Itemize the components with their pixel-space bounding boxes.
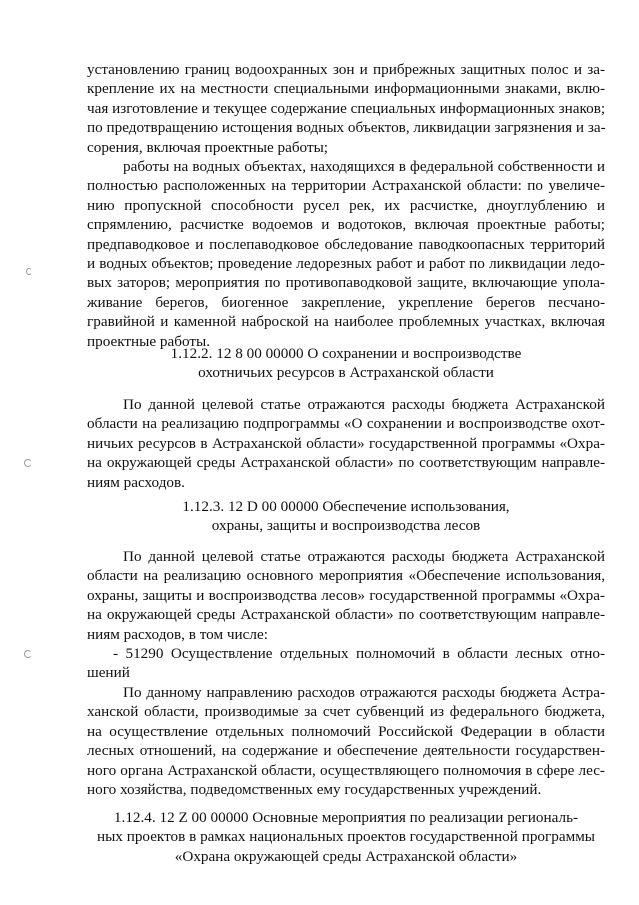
text-line: ного хозяйства, подведомственных ему государственных учреждений. [87, 780, 542, 798]
text-line: По данной целевой статье отражаются расходы бюджета Астраханской [123, 548, 605, 565]
text-line: лесных отношений, на содержание и обеспечение деятельности государствен- [87, 742, 605, 760]
paragraph-subventions [87, 683, 605, 799]
paragraph-water-protection-zones [87, 60, 605, 157]
text-line: вых заторов; мероприятия по противопаводковой защите, включающие упола- [87, 274, 605, 292]
text-line: области на реализацию основного мероприятия «Обеспечение использования, [87, 567, 605, 585]
text-line: предпаводковое и послепаводковое обследование паводкоопасных территорий [87, 235, 605, 253]
scan-mark [26, 268, 32, 275]
text-line: охраны, защиты и воспроизводства лесов» государственной программы «Охра- [87, 586, 605, 604]
section-heading-1-12-4 [87, 808, 605, 866]
text-line: ханской области, производимые за счет субвенций из федерального бюджета, [87, 703, 605, 721]
text-line: шений [87, 664, 130, 682]
text-line: по предотвращению истощения водных объектов, ликвидации загрязнения и за- [87, 119, 606, 137]
text-line: работы на водных объектах, находящихся в федеральной собственности и [123, 158, 605, 175]
text-line: нию пропускной способности русел рек, их расчистке, дноуглублению и [87, 196, 605, 214]
scan-mark [24, 650, 32, 658]
paragraph-hunting-resources [87, 395, 605, 492]
text-line: По данному направлению расходов отражаются расходы бюджета Астра- [123, 684, 605, 701]
text-line: живание берегов, биогенное закрепление, укрепление берегов песчано- [87, 293, 605, 311]
text-line: крепление их на местности специальными информационными знаками, вклю- [87, 80, 605, 98]
section-heading-1-12-3 [87, 497, 605, 536]
text-line: По данной целевой статье отражаются расходы бюджета Астраханской [123, 396, 605, 413]
list-item: - 51290 Осуществление отдельных полномочий в области лесных отно- [113, 644, 605, 662]
paragraph-federal-water-works [87, 157, 605, 351]
text-line: чая изготовление и текущее содержание специальных информационных знаков; [87, 99, 606, 117]
heading-line: 1.12.2. 12 8 00 00000 О сохранении и воспроизводстве [170, 345, 522, 362]
text-line: спрямлению, расчистке водоемов и водотоков, включая проектные работы; [87, 216, 605, 234]
heading-line: 1.12.4. 12 Z 00 00000 Основные мероприятия по реализации региональ- [113, 809, 579, 826]
text-line: гравийной и каменной наброской на наиболее проблемных участках, включая [87, 313, 605, 331]
text-line: ниям расходов. [87, 473, 185, 491]
heading-line: 1.12.3. 12 D 00 00000 Обеспечение использования, [182, 498, 510, 515]
heading-line: «Охрана окружающей среды Астраханской области» [174, 847, 518, 865]
text-line: и водных объектов; проведение ледорезных работ и работ по ликвидации ледо- [87, 254, 605, 272]
text-line: ниям расходов, в том числе: [87, 625, 268, 643]
text-line: на окружающей среды Астраханской области» по соответствующим направле- [87, 606, 605, 624]
text-line: ничьих ресурсов в Астраханской области» государственной программы «Охра- [87, 434, 605, 452]
text-line: ного органа Астраханской области, осуществляющего полномочия в сфере лес- [87, 761, 605, 779]
text-line: проектные работы. [87, 332, 211, 350]
text-line: области на реализацию подпрограммы «О сохранении и воспроизводстве охот- [87, 415, 605, 433]
heading-line: охотничьих ресурсов в Астраханской области [198, 364, 494, 382]
heading-line: ных проектов в рамках национальных проектов государственной программы [96, 828, 596, 846]
text-line: установлению границ водоохранных зон и прибрежных защитных полос и за- [87, 61, 605, 78]
heading-line: охраны, защиты и воспроизводства лесов [211, 517, 481, 535]
scan-mark [24, 459, 32, 467]
text-line: сорения, включая проектные работы; [87, 138, 329, 156]
text-line: на осуществление отдельных полномочий Российской Федерации в области [87, 722, 605, 740]
text-line: на окружающей среды Астраханской области» по соответствующим направле- [87, 454, 605, 472]
paragraph-forests [87, 547, 605, 683]
text-line: полностью расположенных на территории Астраханской области: по увеличе- [87, 177, 605, 195]
section-heading-1-12-2 [87, 344, 605, 383]
